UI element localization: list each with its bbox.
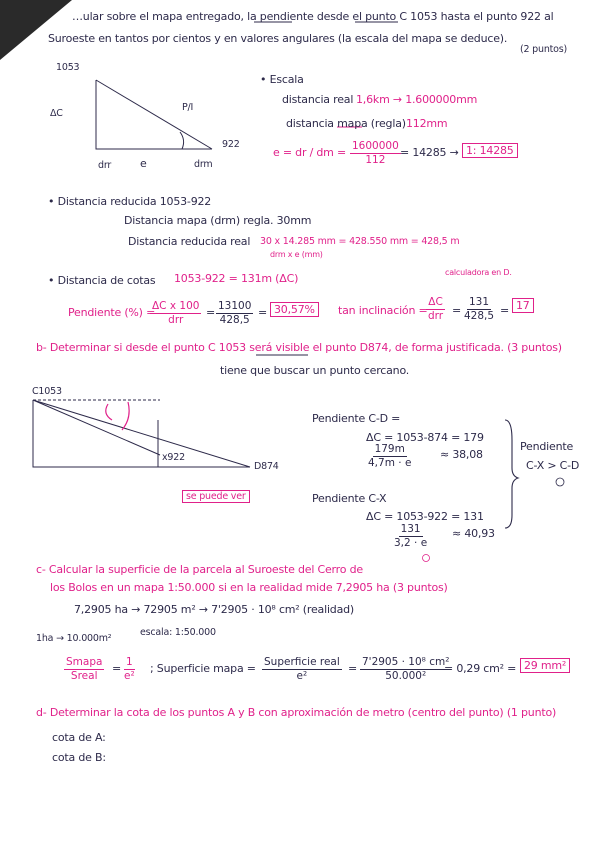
calc2-fraction <box>392 523 429 550</box>
dist-cotas-title: • Distancia de cotas <box>48 274 156 287</box>
pendiente-f2-num: 13100 <box>218 300 252 312</box>
visibility-diagram <box>33 400 250 467</box>
escala-mapa-label: distancia mapa (regla) <box>286 117 406 130</box>
tan-note: calculadora en D. <box>445 268 512 277</box>
escala-fraction-num: 1600000 <box>352 140 399 152</box>
cota-a-label: cota de A: <box>52 731 106 744</box>
pendiente-fraction-1 <box>150 300 201 327</box>
part-c-result: 29 mm² <box>520 658 570 673</box>
part-b-heading: b- Determinar si desde el punto C 1053 será visible el punto D874, de forma justificada. (3 puntos) <box>36 341 562 354</box>
tan-t2-num: 131 <box>469 296 490 308</box>
part-c-line2a: 1ha → 10.000m² <box>36 633 112 644</box>
equals-sign: = <box>258 306 268 319</box>
escala-result: 1: 14285 <box>462 143 518 158</box>
part-c-fraction-1 <box>64 656 104 683</box>
calc2-den: 3,2 · e <box>394 537 428 549</box>
part-c-f5-num: 7'2905 · 10⁸ cm² <box>362 656 450 668</box>
calc2-line1: ΔC = 1053-922 = 131 <box>366 510 484 523</box>
triangle-bottom-mid: e <box>140 157 147 170</box>
tan-fraction-1 <box>426 296 445 323</box>
slope-triangle <box>96 80 212 149</box>
calc1-approx: ≈ 38,08 <box>440 448 483 461</box>
tan-t1-num: ΔC <box>428 296 443 308</box>
part-c-line2b: escala: 1:50.000 <box>140 627 216 638</box>
triangle-bottom-left: drr <box>98 160 112 171</box>
calc1-den: 4,7m · e <box>368 457 412 469</box>
pendiente-fraction-2 <box>216 300 253 327</box>
triangle-top-label: 1053 <box>56 62 80 73</box>
cota-b-label: cota de B: <box>52 751 106 764</box>
part-d-heading: d- Determinar la cota de los puntos A y B con aproximación de metro (centro del punto) (1 punto) <box>36 706 557 719</box>
part-c-f4-den: e² <box>296 670 308 682</box>
equals-sign: = <box>348 662 358 675</box>
dist-reducida-sub: drm x e (mm) <box>270 250 323 259</box>
part-c-fraction-5 <box>360 656 451 683</box>
escala-fraction-den: 112 <box>365 154 386 166</box>
equals-sign: = <box>206 306 216 319</box>
calc1-num: 179m <box>374 443 405 455</box>
triangle-bottom-right: drm <box>194 159 213 170</box>
se-puede-ver-stamp: se puede ver <box>182 490 250 503</box>
pendiente-f2-den: 428,5 <box>219 314 250 326</box>
calc2-num: 131 <box>400 523 421 535</box>
conclusion-value: C-X > C-D <box>526 459 580 472</box>
part-c-f2-num: 1 <box>125 656 133 668</box>
part-c-f2-den: e² <box>124 670 135 682</box>
part-c-f4-num: Superficie real <box>264 656 340 668</box>
tan-result: 17 <box>512 298 534 313</box>
dist-reducida-title: • Distancia reducida 1053-922 <box>48 195 212 208</box>
calc1-fraction <box>366 443 413 470</box>
part-c-heading-line1: c- Calcular la superficie de la parcela al Suroeste del Cerro de <box>36 563 363 576</box>
dist-cotas-value: 1053-922 = 131m (ΔC) <box>174 272 299 285</box>
part-c-heading-line2: los Bolos en un mapa 1:50.000 si en la realidad mide 7,2905 ha (3 puntos) <box>50 581 448 594</box>
calc1-line1: ΔC = 1053-874 = 179 <box>366 431 484 444</box>
dist-reducida-line2-value: 30 x 14.285 mm = 428.550 mm = 428,5 m <box>260 236 460 247</box>
part-a-heading-line1: …ular sobre el mapa entregado, la pendiente desde el punto C 1053 hasta el punto 922 al <box>72 10 554 23</box>
part-c-line1: 7,2905 ha → 72905 m² → 7'2905 · 10⁸ cm² (realidad) <box>74 603 355 616</box>
part-c-f1-num: Smapa <box>66 656 103 668</box>
calc1-title: Pendiente C-D = <box>312 412 401 425</box>
equals-sign: = <box>112 662 122 675</box>
tan-t2-den: 428,5 <box>464 310 495 322</box>
escala-title: • Escala <box>260 73 304 86</box>
pendiente-f1-num: ΔC x 100 <box>152 300 200 312</box>
pendiente-result: 30,57% <box>270 302 319 317</box>
tan-t1-den: drr <box>428 310 444 322</box>
triangle-hyp-label: P/I <box>182 102 194 113</box>
calc2-approx: ≈ 40,93 <box>452 527 495 540</box>
tan-fraction-2 <box>462 296 496 323</box>
dist-reducida-line1: Distancia mapa (drm) regla. 30mm <box>124 214 312 227</box>
escala-mapa-value: 112mm <box>406 117 448 130</box>
escala-formula-lhs: e = dr / dm = <box>273 146 346 159</box>
conclusion-label: Pendiente <box>520 440 574 453</box>
dist-reducida-line2-label: Distancia reducida real <box>128 235 251 248</box>
calc2-title: Pendiente C-X <box>312 492 387 505</box>
triangle-left-label: ΔC <box>50 108 63 119</box>
tan-label: tan inclinación = <box>338 304 428 317</box>
diagram-b-top-left: C1053 <box>32 386 62 397</box>
part-c-fraction-2 <box>122 656 137 683</box>
diagram-b-mid-label: x922 <box>162 452 185 463</box>
escala-real-value: 1,6km → 1.600000mm <box>356 93 478 106</box>
equals-sign: = <box>500 304 510 317</box>
escala-formula-mid: = 14285 → <box>400 146 459 159</box>
part-c-fraction-4 <box>262 656 342 683</box>
equals-sign: = <box>452 304 462 317</box>
diagram-b-right-label: D874 <box>254 461 279 472</box>
part-a-points: (2 puntos) <box>520 44 568 55</box>
pendiente-label: Pendiente (%) = <box>68 306 156 319</box>
part-c-f5-den: 50.000² <box>385 670 427 682</box>
part-c-f1-den: Sreal <box>70 670 98 682</box>
part-b-note: tiene que buscar un punto cercano. <box>220 364 410 377</box>
part-c-formula-label: ; Superficie mapa = <box>150 662 256 675</box>
pendiente-f1-den: drr <box>168 314 184 326</box>
part-c-mid: = 0,29 cm² = <box>444 662 517 675</box>
triangle-right-label: 922 <box>222 139 240 150</box>
part-a-heading-line2: Suroeste en tantos por cientos y en valores angulares (la escala del mapa se deduce). <box>48 32 508 45</box>
escala-real-label: distancia real <box>282 93 354 106</box>
escala-fraction <box>350 140 401 167</box>
